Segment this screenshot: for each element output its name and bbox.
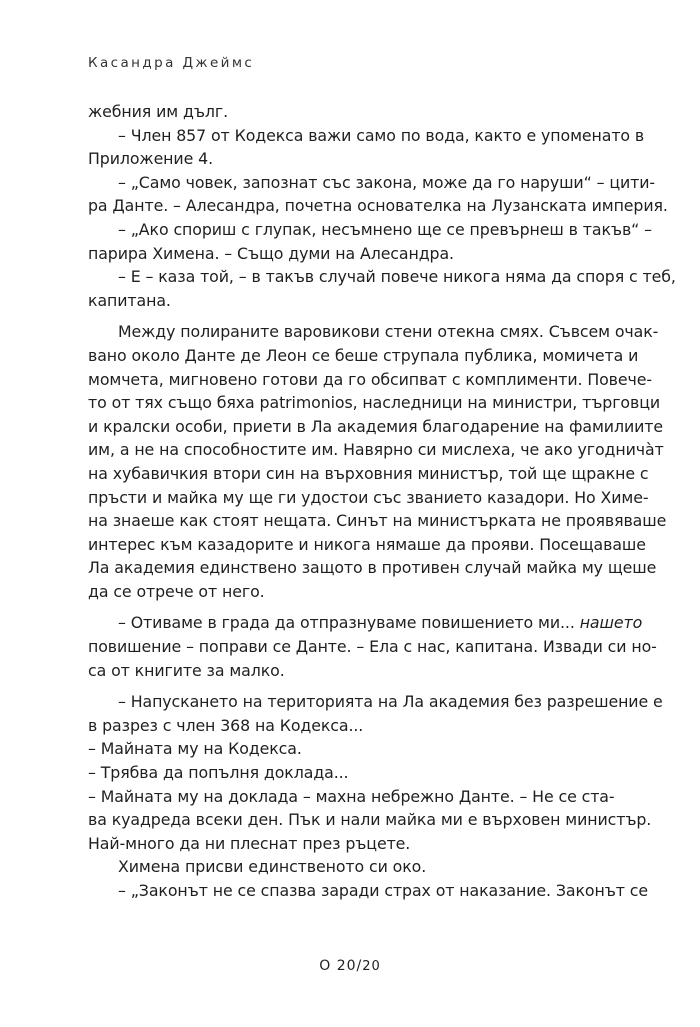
text-line: повишение – поправи се Данте. – Ела с нас, капитана. Извади си но- [88, 637, 657, 657]
text-line: капитана. [88, 290, 171, 310]
text-line: то от тях също бяха patrimonios, наследници на министри, търговци [88, 393, 661, 413]
text-line: Приложение 4. [88, 149, 213, 169]
page-total: 20 [362, 959, 381, 974]
text-line: на хубавичкия втори син на върховния министър, той ще щракне с [88, 463, 649, 483]
page-number: 20 [336, 958, 357, 974]
text-line: са от книгите за малко. [88, 660, 285, 680]
text-line: – Трябва да попълня доклада... [88, 763, 349, 783]
text-line: Ла академия единствено защото в противен случай майка му щеше [88, 558, 657, 578]
text-line: вано около Данте де Леон се беше струпала публика, момичета и [88, 345, 639, 365]
text-line: ва куадреда всеки ден. Пък и нали майка ми е върховен министър. [88, 810, 652, 830]
text-line: им, а не на способностите им. Навярно си мислеха, че ако угоднича̀т [88, 440, 664, 460]
text-line: жебния им дълг. [88, 102, 229, 121]
page-body [88, 100, 676, 903]
text-segment: – Отиваме в града да отпразнуваме повишението ми... [118, 613, 575, 633]
text-line: – Член 857 от Кодекса важи само по вода, както е упоменато в [118, 125, 645, 145]
text-line: Най-много да ни плеснат през ръцете. [88, 833, 411, 853]
running-header-author: Касандра Джеймс [88, 55, 255, 71]
text-line: момчета, мигновено готови да го обсипват с комплименти. Повече- [88, 369, 652, 389]
text-line: Химена присви единственото си око. [118, 857, 427, 877]
text-line: – „Само човек, запознат със закона, може да го наруши“ – цити- [118, 172, 656, 192]
text-line: пръсти и майка му ще ги удостои със званието казадори. Но Химе- [88, 487, 649, 507]
text-line: на знаеше как стоят нещата. Синът на министърката не проявяваше [88, 511, 667, 531]
text-line: и кралски особи, приети в Ла академия благодарение на фамилиите [88, 416, 664, 436]
page-number-footer [0, 958, 700, 974]
text-line: Между полираните варовикови стени отекна смях. Съвсем очак- [118, 322, 659, 342]
text-line: – „Законът не се спазва заради страх от наказание. Законът се [118, 881, 648, 900]
footer-prefix: О [319, 958, 332, 974]
text-line: интерес към казадорите и никога нямаше да прояви. Посещаваше [88, 534, 646, 554]
page-slash-icon: / [356, 958, 363, 974]
italic-word: нашето [579, 613, 643, 633]
text-line: – „Ако спориш с глупак, несъмнено ще се превърнеш в такъв“ – [118, 219, 652, 239]
text-line: ра Данте. – Алесандра, почетна основателка на Лузанската империя. [88, 196, 668, 216]
text-line: – Майната му на доклада – махна небрежно Данте. – Не се ста- [88, 786, 615, 806]
text-line: да се отрече от него. [88, 581, 265, 601]
text-line: – Напускането на територията на Ла академия без разрешение е [118, 692, 663, 712]
text-line: – Е – каза той, – в такъв случай повече никога няма да споря с теб, [118, 267, 676, 287]
text-line: – Майната му на Кодекса. [88, 739, 302, 759]
text-line: парира Химена. – Също думи на Алесандра. [88, 243, 454, 263]
text-line [88, 611, 643, 635]
text-line: в разрез с член 368 на Кодекса... [88, 715, 364, 735]
